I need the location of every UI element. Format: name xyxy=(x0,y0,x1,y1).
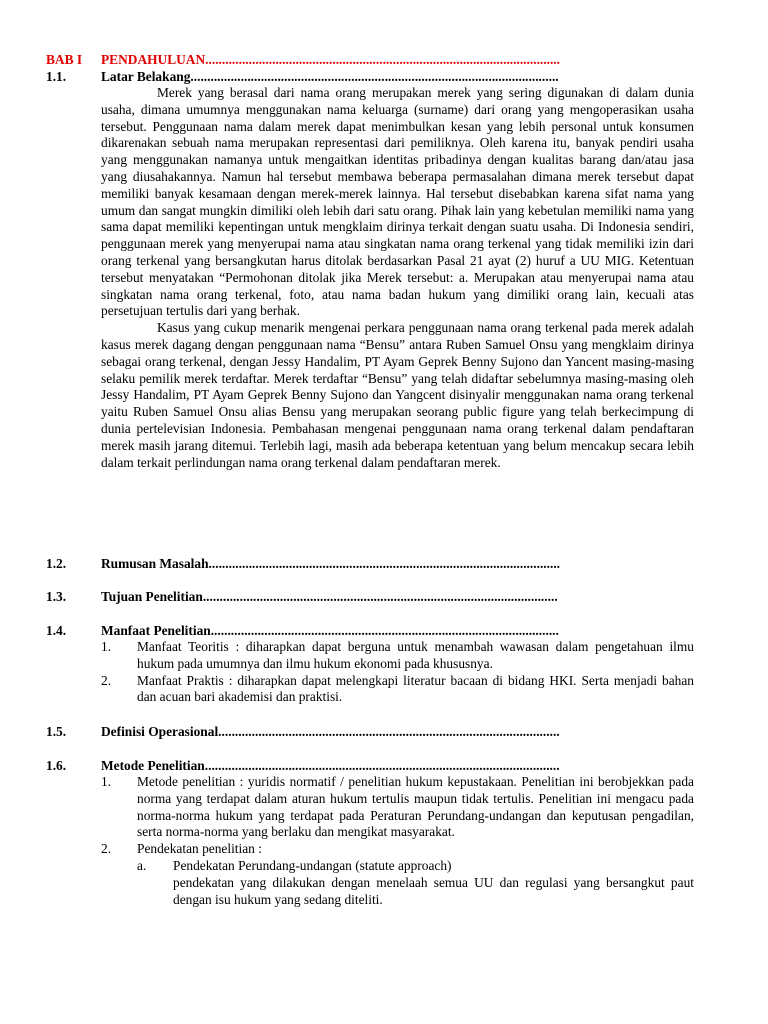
section-title: Metode Penelitian.......................................................................................................... xyxy=(101,758,560,773)
section-list-1-4 xyxy=(101,639,694,706)
sub-list-text: pendekatan yang dilakukan dengan menelaah semua UU dan regulasi yang bersangkut paut dengan isu hukum yang sedang diteliti. xyxy=(173,874,694,907)
list-item xyxy=(101,841,694,858)
list-text: Pendekatan penelitian : xyxy=(137,841,262,857)
list-item xyxy=(101,774,694,841)
list-text: Metode penelitian : yuridis normatif / penelitian hukum kepustakaan. Penelitian ini berobjekkan pada norma yang terdapat dalam aturan hukum tertulis maupun tidak tertulis. Penelitian ini mengacu pada norma-norma hukum yang terdapat pada Peraturan Perundang-undangan dan keputusan pengadilan, serta norma-norma yang berlaku dan mengikat masyarakat. xyxy=(137,774,694,840)
body-paragraph: Kasus yang cukup menarik mengenai perkara penggunaan nama orang terkenal pada merek adalah kasus merek dagang dengan penggunaan nama “Bensu” antara Ruben Samuel Onsu yang mengklaim dirinya sebagai orang terkenal, dengan Jessy Handalim, PT Ayam Geprek Benny Sujono dan Yancent masing-masing selaku pemilik merek terdaftar. Merek terdaftar “Bensu” yang telah didaftar sebelumnya masing-masing oleh Jessy Handalim, PT Ayam Geprek Benny Sujono dan Yangcent disinyalir menggunakan nama orang terkenal yaitu Ruben Samuel Onsu alias Bensu yang merupakan seorang public figure yang telah berkecimpung di dunia pertelevisian Indonesia. Pembahasan mengenai penggunaan nama orang terkenal dalam pendaftaran merek masih jarang ditemui. Terlebih lagi, masih ada beberapa ketentuan yang belum mencakup secara lebih dalam terkait perlindungan nama orang terkenal dalam pendaftaran merek. xyxy=(101,320,694,470)
section-title: Latar Belakang.............................................................................................................. xyxy=(101,69,559,84)
section-title: Manfaat Penelitian........................................................................................................ xyxy=(101,623,559,638)
section-title: Rumusan Masalah......................................................................................................... xyxy=(101,556,561,571)
chapter-title: PENDAHULUAN.......................................................................................................... xyxy=(101,52,561,67)
section-number: 1.4. xyxy=(46,623,67,638)
section-body-1-1 xyxy=(101,85,694,471)
section-title: Definisi Operasional...................................................................................................... xyxy=(101,724,560,739)
section-list-1-6 xyxy=(101,774,694,908)
list-marker: 1. xyxy=(101,639,112,654)
list-text: Manfaat Praktis : diharapkan dapat melengkapi literatur bacaan di bidang HKI. Serta menjadi bahan dan acuan bari akademisi dan praktisi. xyxy=(137,672,694,705)
section-number: 1.6. xyxy=(46,758,67,773)
sub-list-marker: a. xyxy=(137,857,147,873)
list-item xyxy=(101,673,694,707)
section-number: 1.1. xyxy=(46,69,67,84)
sub-list-item xyxy=(137,858,694,875)
section-title: Tujuan Penelitian.......................................................................................................... xyxy=(101,589,558,604)
list-marker: 1. xyxy=(101,774,112,789)
list-text: Manfaat Teoritis : diharapkan dapat berguna untuk menambah wawasan dalam pengetahuan ilmu hukum pada umumnya dan ilmu hukum ekonomi pada khususnya. xyxy=(137,639,694,671)
section-number: 1.2. xyxy=(46,556,67,571)
list-marker: 2. xyxy=(101,841,112,857)
section-number: 1.5. xyxy=(46,724,67,739)
list-item xyxy=(101,639,694,673)
body-paragraph: Merek yang berasal dari nama orang merupakan merek yang sering digunakan di dalam dunia usaha, dimana umumnya menggunakan nama keluarga (surname) dari orang yang mengoperasikan usaha tersebut. Penggunaan nama dalam merek dapat menimbulkan kesan yang lebih personal untuk konsumen dikarenakan sebuah nama merupakan representasi dari pemiliknya. Oleh karena itu, banyak pendiri usaha yang menggunakan namanya untuk mengaitkan identitas pribadinya dengan kualitas barang dan/atau jasa yang diusahakannya. Namun hal tersebut membawa beberapa permasalahan dimana merek tersebut dapat memiliki banyak kesamaan dengan merek-merek lainnya. Hal tersebut disebabkan karena sifat nama yang umum dan sangat mungkin dimiliki oleh lebih dari satu orang. Pihak lain yang kebetulan memiliki nama yang sama dapat memiliki kepentingan untuk mengklaim dirinya terkait dengan suatu usaha. Di Indonesia sendiri, penggunaan merek yang menyerupai nama atau singkatan nama orang terkenal yang tidak memiliki izin dari orang terkenal yang bersangkutan harus ditolak berdasarkan Pasal 21 ayat (2) huruf a UU MIG. Ketentuan tersebut menyatakan “Permohonan ditolak jika Merek tersebut: a. Merupakan atau menyerupai nama atau singkatan nama orang terkenal, foto, atau nama badan hukum yang dimiliki orang lain, kecuali atas persetujuan tertulis dari yang berhak. xyxy=(101,85,694,319)
section-number: 1.3. xyxy=(46,589,67,604)
sub-list-title: Pendekatan Perundang-undangan (statute approach) xyxy=(173,857,452,873)
chapter-number: BAB I xyxy=(46,52,83,67)
list-marker: 2. xyxy=(101,672,112,688)
